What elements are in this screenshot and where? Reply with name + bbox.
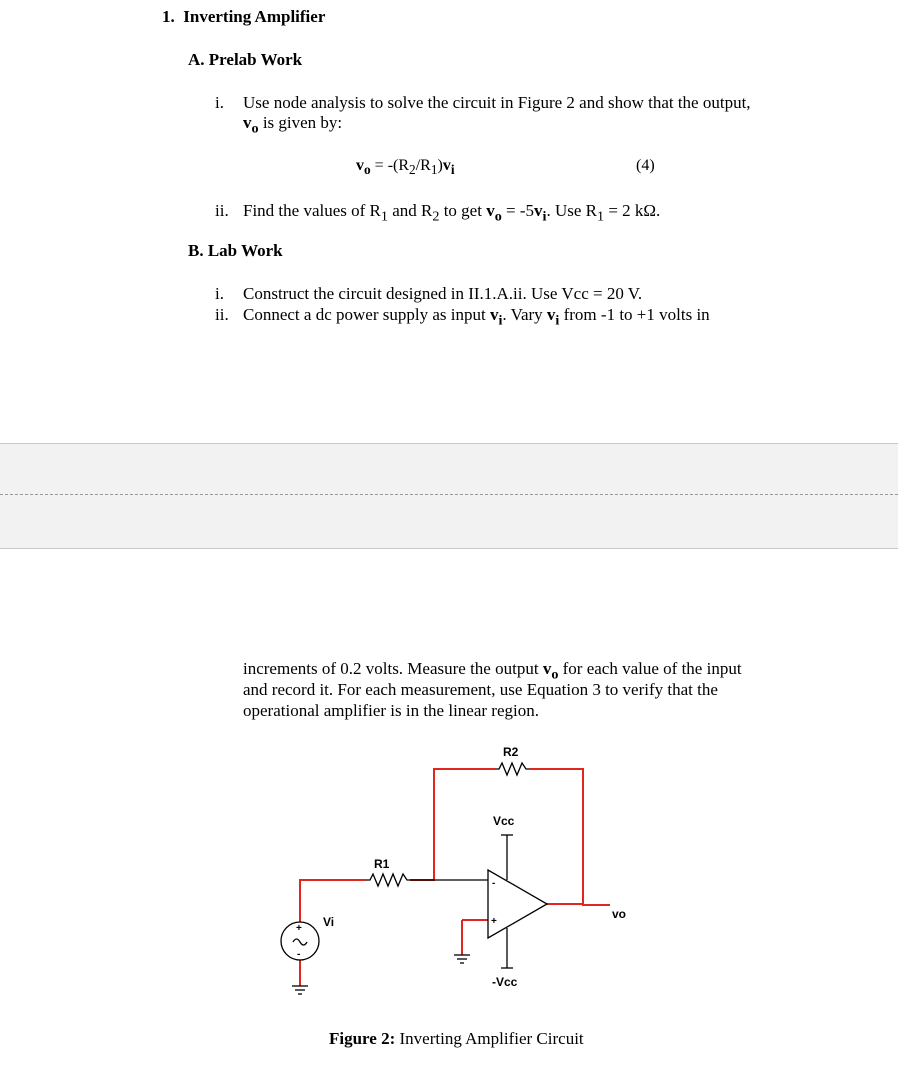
prelab-item-2-number: ii. (215, 201, 229, 220)
lab-item-1-number: i. (215, 284, 224, 303)
prelab-item-1-line-1: Use node analysis to solve the circuit in Figure 2 and show that the output, (243, 93, 751, 112)
inverting-amplifier-circuit (270, 740, 650, 1015)
circuit-wires (300, 769, 610, 986)
lab-item-2-text: Connect a dc power supply as input $v_i$. Vary $v_i$ from -1 to +1 volts in (243, 305, 710, 329)
lab-item-1-text: Construct the circuit designed in II.1.A.ii. Use Vcc = 20 V. (243, 284, 643, 303)
resistor-r1 (365, 874, 410, 886)
wire-feedback-left (410, 769, 495, 880)
resistor-r2 (495, 763, 530, 775)
op-amp-triangle (488, 870, 547, 938)
section-title: Inverting Amplifier (183, 7, 326, 26)
continuation-line-1: increments of 0.2 volts. Measure the output $v_o$ for each value of the input (243, 659, 742, 683)
equation: $v_o = -(R_2/R_1)v_i$ (356, 157, 455, 178)
op-amp-plus-sign: + (491, 916, 497, 927)
continuation-line-2: and record it. For each measurement, use Equation 3 to verify that the (243, 680, 718, 699)
lab-heading: B. Lab Work (188, 241, 283, 260)
prelab-item-1-line-2: $v_o$ is given by: (243, 113, 343, 137)
source-minus-sign: - (297, 949, 301, 960)
label-vo: vo (612, 907, 627, 921)
wire-feedback-right (530, 769, 583, 904)
var-vo: v (243, 113, 252, 132)
source-plus-sign: + (296, 923, 302, 934)
section-number: 1. (162, 7, 175, 26)
equation-number: (4) (636, 157, 655, 174)
page-break-band (0, 443, 898, 549)
page-break-dashed-line (0, 494, 898, 495)
continuation-line-3: operational amplifier is in the linear region. (243, 701, 539, 720)
label-r2: R2 (503, 745, 519, 759)
circuit-components (281, 763, 547, 994)
prelab-item-2-text: Find the values of $R_1$ and $R_2$ to get $v_o = -5v_i$. Use $R_1 = 2$ kΩ. (243, 201, 661, 225)
prelab-item-1-number: i. (215, 93, 224, 112)
prelab-heading: A. Prelab Work (188, 50, 303, 69)
lab-item-2-number: ii. (215, 305, 229, 324)
label-neg-vcc: -Vcc (492, 975, 518, 989)
label-vcc: Vcc (493, 814, 515, 828)
wire-output (547, 904, 610, 905)
label-vi: Vi (323, 915, 335, 929)
section-heading (162, 7, 325, 27)
figure-caption: Figure 2: Inverting Amplifier Circuit (329, 1029, 584, 1048)
label-r1: R1 (374, 857, 390, 871)
op-amp-minus-sign: - (492, 878, 496, 889)
